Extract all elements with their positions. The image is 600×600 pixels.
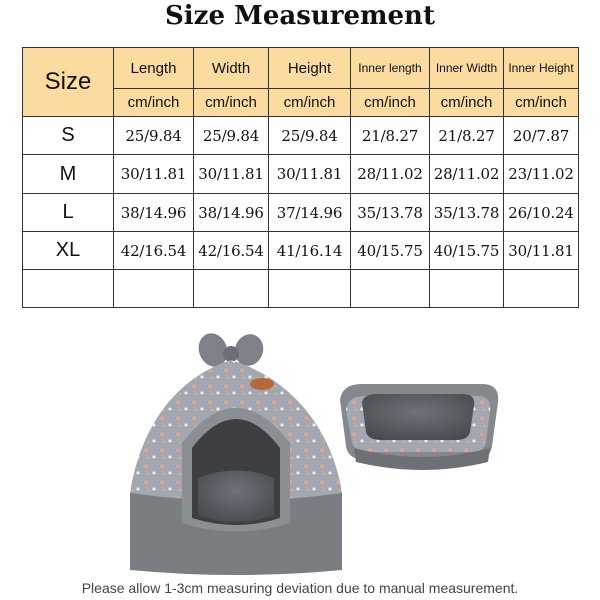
size-label: L xyxy=(23,194,114,232)
cat-house xyxy=(130,329,342,575)
table-row xyxy=(23,117,579,155)
value-cell: 21/8.27 xyxy=(430,117,504,155)
unit-cell: cm/inch xyxy=(194,89,269,117)
size-column-header: Size xyxy=(23,48,114,117)
table-row-empty xyxy=(23,270,579,308)
value-cell: 37/14.96 xyxy=(269,194,351,232)
table-header-row xyxy=(23,48,579,89)
empty-cell xyxy=(504,270,579,308)
value-cell: 23/11.02 xyxy=(504,155,579,194)
empty-cell xyxy=(114,270,194,308)
unit-cell: cm/inch xyxy=(269,89,351,117)
value-cell: 38/14.96 xyxy=(194,194,269,232)
table-row xyxy=(23,194,579,232)
column-header: Width xyxy=(194,48,269,89)
empty-cell xyxy=(269,270,351,308)
value-cell: 38/14.96 xyxy=(114,194,194,232)
value-cell: 26/10.24 xyxy=(504,194,579,232)
column-header: Height xyxy=(269,48,351,89)
empty-cell xyxy=(430,270,504,308)
value-cell: 30/11.81 xyxy=(269,155,351,194)
value-cell: 42/16.54 xyxy=(114,232,194,270)
table-row xyxy=(23,155,579,194)
value-cell: 25/9.84 xyxy=(194,117,269,155)
value-cell: 41/16.14 xyxy=(269,232,351,270)
value-cell: 30/11.81 xyxy=(504,232,579,270)
empty-cell xyxy=(23,270,114,308)
value-cell: 40/15.75 xyxy=(351,232,430,270)
value-cell: 28/11.02 xyxy=(430,155,504,194)
column-header: Inner length xyxy=(351,48,430,89)
value-cell: 35/13.78 xyxy=(430,194,504,232)
empty-cell xyxy=(194,270,269,308)
value-cell: 20/7.87 xyxy=(504,117,579,155)
measurement-note: Please allow 1-3cm measuring deviation due to manual measurement. xyxy=(81,580,519,596)
pet-bed xyxy=(340,384,498,470)
column-header: Length xyxy=(114,48,194,89)
unit-cell: cm/inch xyxy=(430,89,504,117)
size-label: M xyxy=(23,155,114,194)
value-cell: 42/16.54 xyxy=(194,232,269,270)
column-header: Inner Width xyxy=(430,48,504,89)
value-cell: 25/9.84 xyxy=(269,117,351,155)
value-cell: 25/9.84 xyxy=(114,117,194,155)
unit-cell: cm/inch xyxy=(351,89,430,117)
value-cell: 28/11.02 xyxy=(351,155,430,194)
page-title: Size Measurement xyxy=(165,1,435,31)
table-row xyxy=(23,232,579,270)
empty-cell xyxy=(351,270,430,308)
brand-tag-icon xyxy=(250,378,274,390)
value-cell: 21/8.27 xyxy=(351,117,430,155)
value-cell: 30/11.81 xyxy=(194,155,269,194)
value-cell: 35/13.78 xyxy=(351,194,430,232)
value-cell: 40/15.75 xyxy=(430,232,504,270)
size-label: S xyxy=(23,117,114,155)
product-illustration xyxy=(110,318,530,580)
size-table xyxy=(22,47,579,308)
column-header: Inner Height xyxy=(504,48,579,89)
unit-cell: cm/inch xyxy=(114,89,194,117)
value-cell: 30/11.81 xyxy=(114,155,194,194)
size-label: XL xyxy=(23,232,114,270)
unit-cell: cm/inch xyxy=(504,89,579,117)
